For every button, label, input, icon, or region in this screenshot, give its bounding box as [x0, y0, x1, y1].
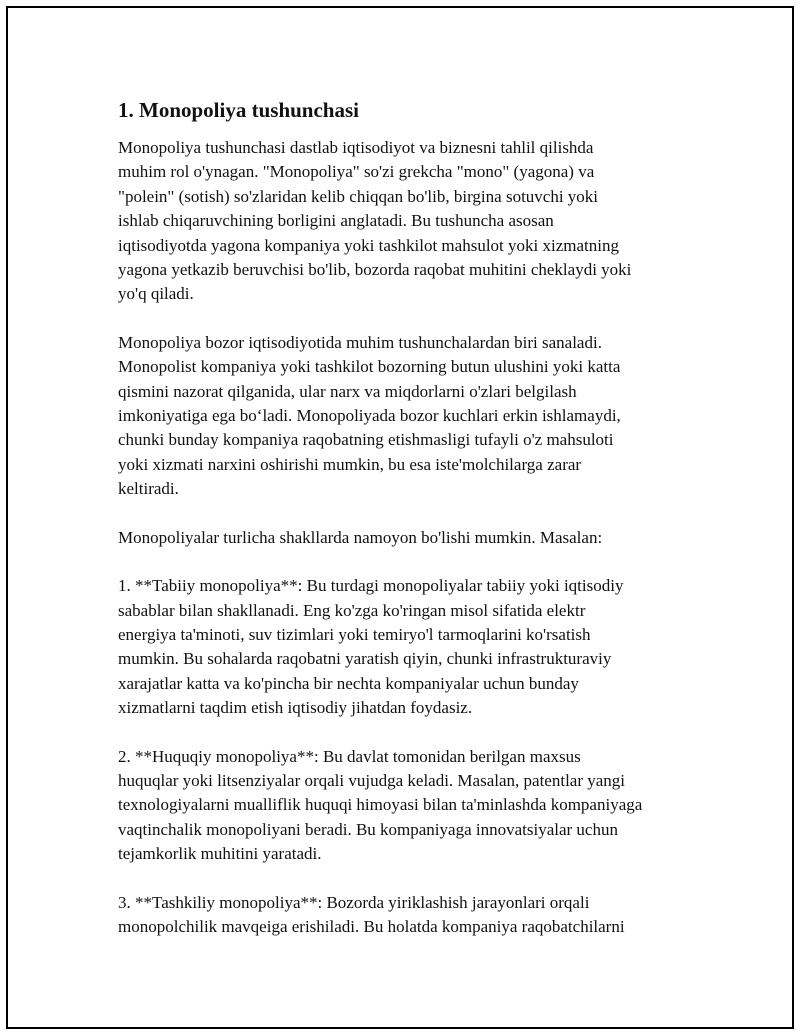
text-line: monopolchilik mavqeiga erishiladi. Bu holatda kompaniya raqobatchilarni [118, 916, 625, 936]
paragraph-definition [118, 136, 708, 307]
paragraph-market-economy [118, 331, 708, 502]
text-line: Monopoliyalar turlicha shakllarda namoyon bo'lishi mumkin. Masalan: [118, 527, 603, 547]
paragraph-natural-monopoly [118, 574, 708, 720]
text-line: chunki bunday kompaniya raqobatning etishmasligi tufayli o'z mahsuloti [118, 430, 614, 450]
text-line: mumkin. Bu sohalarda raqobatni yaratish qiyin, chunki infrastrukturaviy [118, 649, 612, 669]
text-line: xarajatlar katta va ko'pincha bir nechta kompaniyalar uchun bunday [118, 673, 579, 693]
text-line: sabablar bilan shakllanadi. Eng ko'zga ko'ringan misol sifatida elektr [118, 600, 586, 620]
paragraph-organizational-monopoly [118, 891, 708, 940]
text-line: huquqlar yoki litsenziyalar orqali vujudga keladi. Masalan, patentlar yangi [118, 770, 626, 790]
text-line: imkoniyatiga ega bo‘ladi. Monopoliyada bozor kuchlari erkin ishlamaydi, [118, 406, 621, 426]
section-heading: 1. Monopoliya tushunchasi [118, 98, 359, 122]
text-line: yo'q qiladi. [118, 284, 194, 304]
text-line: iqtisodiyotda yagona kompaniya yoki tashkilot mahsulot yoki xizmatning [118, 235, 619, 255]
text-line: tejamkorlik muhitini yaratadi. [118, 844, 322, 864]
text-line: xizmatlarni taqdim etish iqtisodiy jihatdan foydasiz. [118, 698, 473, 718]
text-line: 1. **Tabiiy monopoliya**: Bu turdagi monopoliyalar tabiiy yoki iqtisodiy [118, 576, 624, 596]
document-page [6, 6, 794, 1029]
text-line: 3. **Tashkiliy monopoliya**: Bozorda yiriklashish jarayonlari orqali [118, 892, 590, 912]
text-line: Monopoliya tushunchasi dastlab iqtisodiyot va biznesni tahlil qilishda [118, 138, 594, 157]
text-line: "polein" (sotish) so'zlaridan kelib chiqqan bo'lib, birgina sotuvchi yoki [118, 186, 599, 206]
text-line: Monopoliya bozor iqtisodiyotida muhim tushunchalardan biri sanaladi. [118, 332, 602, 352]
text-line: 2. **Huquqiy monopoliya**: Bu davlat tomonidan berilgan maxsus [118, 746, 581, 766]
text-line: ishlab chiqaruvchining borligini anglatadi. Bu tushuncha asosan [118, 211, 554, 231]
paragraph-legal-monopoly [118, 745, 708, 867]
text-line: energiya ta'minoti, suv tizimlari yoki temiryo'l tarmoqlarini ko'rsatish [118, 624, 591, 644]
text-line: keltiradi. [118, 479, 179, 499]
paragraph-forms-intro [118, 526, 708, 550]
text-line: Monopolist kompaniya yoki tashkilot bozorning butun ulushini yoki katta [118, 357, 621, 377]
text-line: yoki xizmati narxini oshirishi mumkin, bu esa iste'molchilarga zarar [118, 454, 582, 474]
text-line: yagona yetkazib beruvchisi bo'lib, bozorda raqobat muhitini cheklaydi yoki [118, 260, 632, 280]
text-line: muhim rol o'ynagan. "Monopoliya" so'zi grekcha "mono" (yagona) va [118, 162, 595, 182]
text-line: qismini nazorat qilganida, ular narx va miqdorlarni o'zlari belgilash [118, 381, 577, 401]
document-body [118, 96, 708, 963]
text-line: texnologiyalarni mualliflik huquqi himoyasi bilan ta'minlashda kompaniyaga [118, 795, 643, 815]
text-line: vaqtinchalik monopoliyani beradi. Bu kompaniyaga innovatsiyalar uchun [118, 819, 618, 839]
